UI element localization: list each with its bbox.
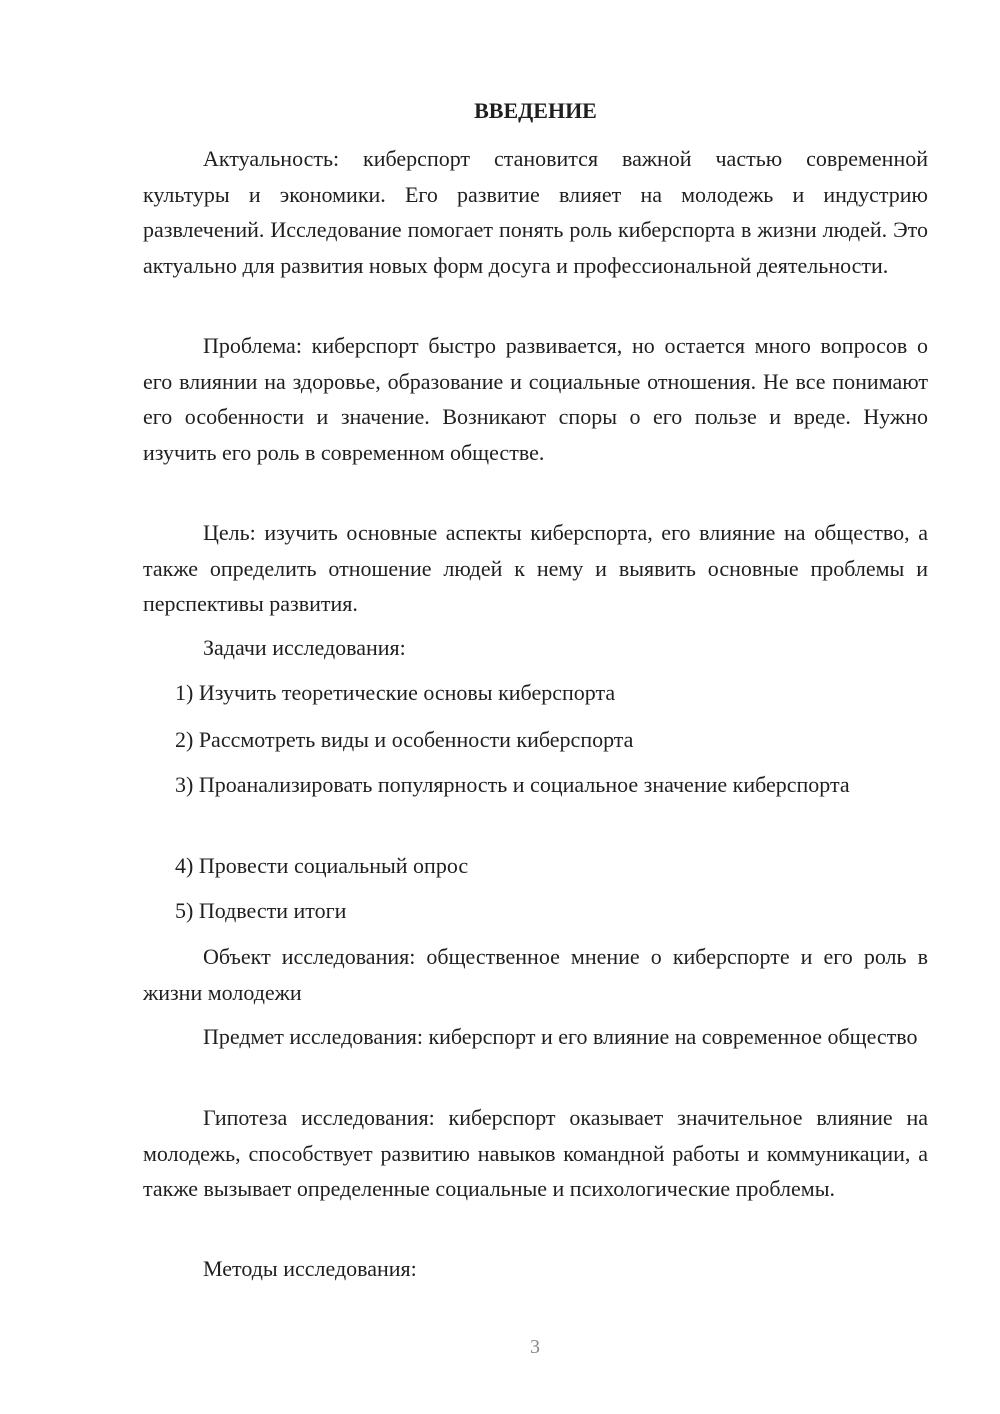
- object-paragraph: Объект исследования: общественное мнение о киберспорте и его роль в жизни молодежи: [143, 944, 928, 1005]
- tasks-heading: Задачи исследования:: [203, 635, 406, 660]
- methods-heading: Методы исследования:: [203, 1256, 417, 1281]
- task-item: 5) Подвести итоги: [175, 898, 347, 923]
- task-item: 4) Провести социальный опрос: [175, 853, 469, 878]
- subject-paragraph: Предмет исследования: киберспорт и его влияние на современное общество: [203, 1024, 918, 1049]
- page-number: 3: [530, 1336, 540, 1358]
- goal-paragraph: Цель: изучить основные аспекты киберспорта, его влияние на общество, а также определить отношение людей к нему и выявить основные проблемы и перспективы развития.: [143, 520, 928, 616]
- task-item: 3) Проанализировать популярность и социальное значение киберспорта: [175, 772, 850, 797]
- task-item: 1) Изучить теоретические основы киберспорта: [175, 680, 616, 705]
- page-title: ВВЕДЕНИЕ: [474, 98, 597, 123]
- hypothesis-paragraph: Гипотеза исследования: киберспорт оказывает значительное влияние на молодежь, способствует развитию навыков командной работы и коммуникации, а также вызывает определенные социальные и психологические проблемы.: [143, 1105, 928, 1201]
- relevance-paragraph: Актуальность: киберспорт становится важной частью современной культуры и экономики. Его развитие влияет на молодежь и индустрию развлечений. Исследование помогает понять роль киберспорта в жизни людей. Это актуально для развития новых форм досуга и профессиональной деятельности.: [143, 146, 928, 278]
- problem-paragraph: Проблема: киберспорт быстро развивается, но остается много вопросов о его влиянии на здоровье, образование и социальные отношения. Не все понимают его особенности и значение. Возникают споры о его пользе и вреде. Нужно изучить его роль в современном обществе.: [143, 333, 928, 465]
- task-item: 2) Рассмотреть виды и особенности киберспорта: [175, 727, 634, 752]
